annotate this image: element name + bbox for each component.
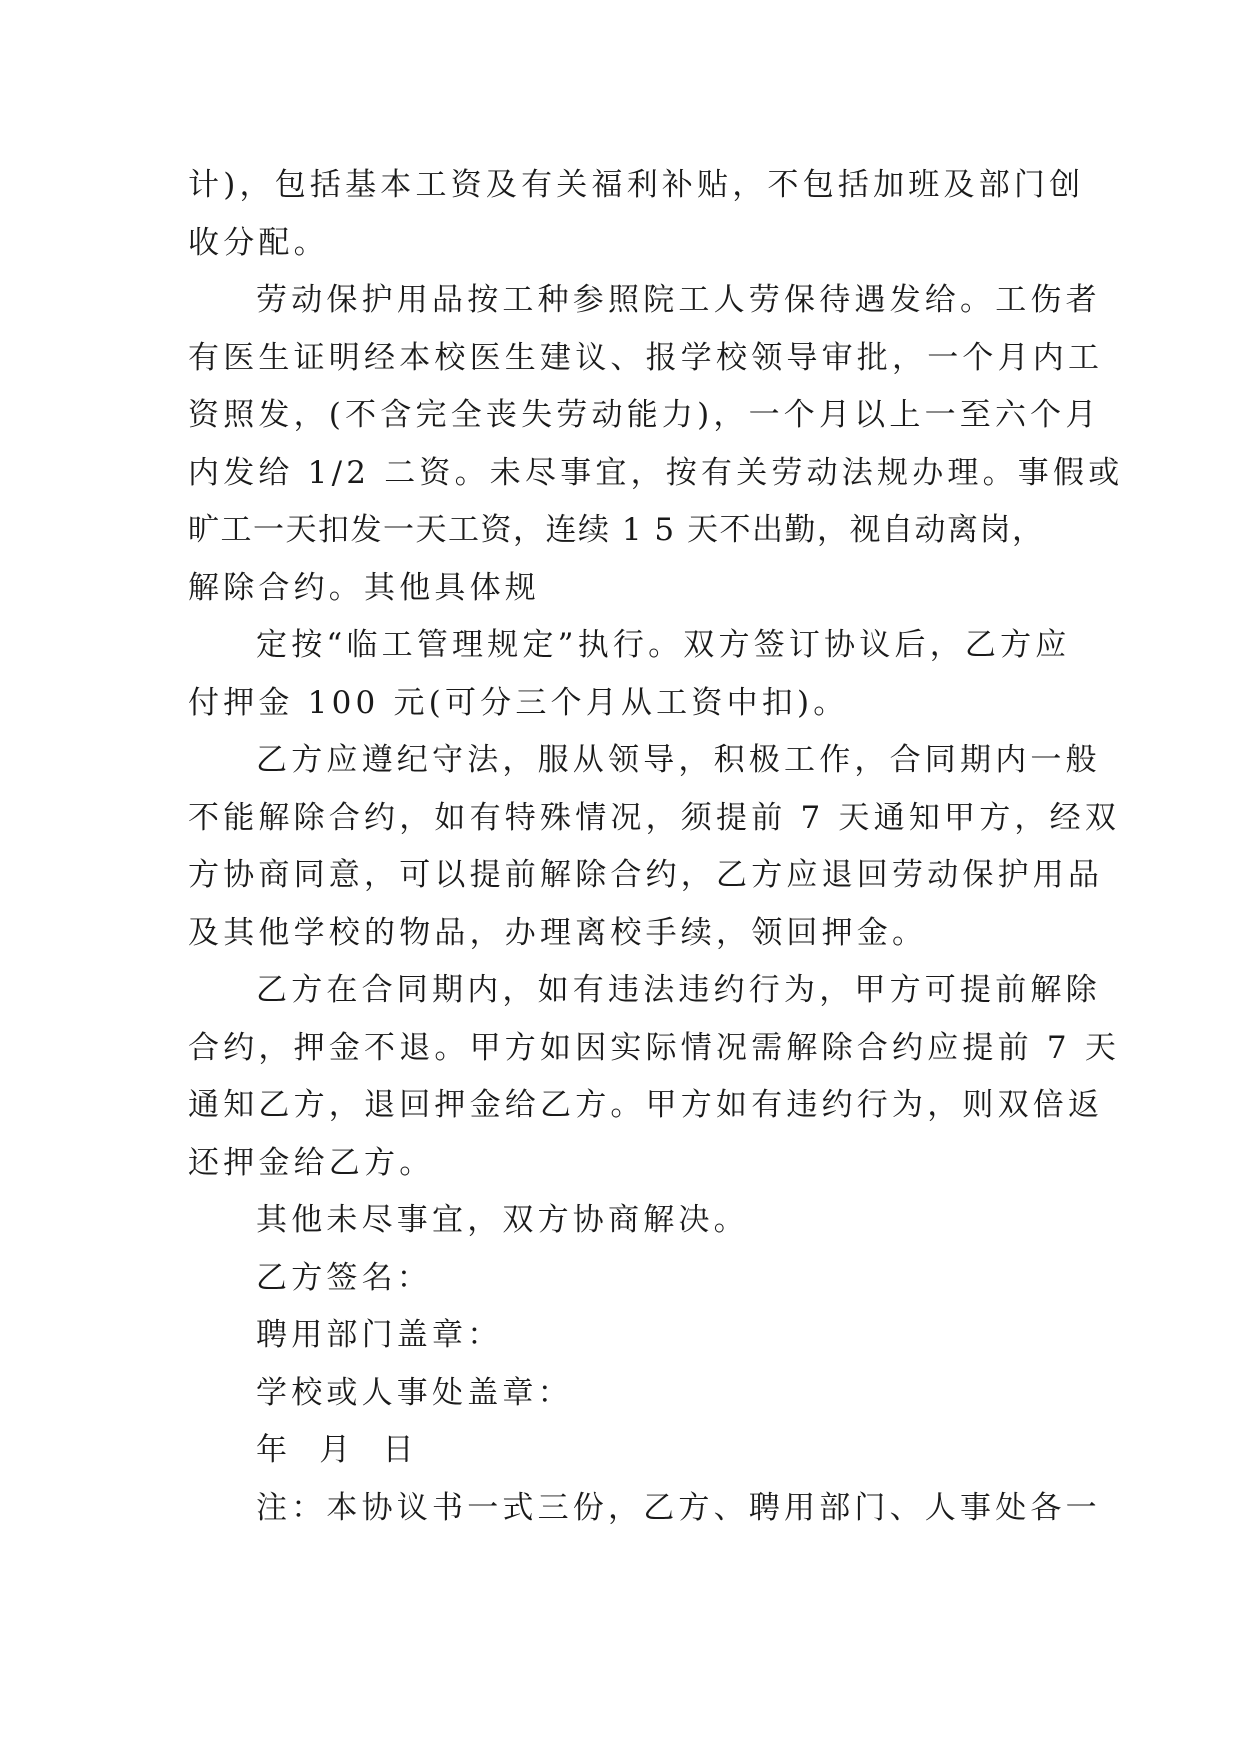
paragraph-start-line: 乙方在合同期内，如有违法违约行为，甲方可提前解除 <box>256 972 1101 1008</box>
text-line: 收分配。 <box>188 224 329 261</box>
text-line: 还押金给乙方。 <box>188 1144 435 1181</box>
document-body <box>188 157 1124 1537</box>
date-line: 年 月 日 <box>256 1432 418 1468</box>
paragraph-start-line: 劳动保护用品按工种参照院工人劳保待遇发给。工伤者 <box>256 282 1101 318</box>
paragraph-start-line: 乙方应遵纪守法，服从领导，积极工作，合同期内一般 <box>256 742 1101 778</box>
paragraph-start-line: 定按“临工管理规定”执行。双方签订协议后，乙方应 <box>256 627 1071 663</box>
text-line: 内发给 1/2 二资。未尽事宜，按有关劳动法规办理。事假或 <box>188 454 1124 491</box>
text-line: 旷工一天扣发一天工资，连续 1 5 天不出勤，视自动离岗， <box>188 512 1045 548</box>
party-b-signature-label: 乙方签名： <box>256 1259 432 1296</box>
text-line: 付押金 100 元(可分三个月从工资中扣)。 <box>188 684 849 721</box>
text-line: 通知乙方，退回押金给乙方。甲方如有违约行为，则双倍返 <box>188 1087 1104 1123</box>
text-line: 资照发，(不含完全丧失劳动能力)，一个月以上一至六个月 <box>188 397 1101 433</box>
text-line: 解除合约。其他具体规 <box>188 569 540 606</box>
text-line: 有医生证明经本校医生建议、报学校领导审批，一个月内工 <box>188 339 1104 376</box>
text-line: 合约，押金不退。甲方如因实际情况需解除合约应提前 7 天 <box>188 1029 1121 1066</box>
school-hr-seal-label: 学校或人事处盖章： <box>256 1374 573 1411</box>
hiring-department-seal-label: 聘用部门盖章： <box>256 1317 503 1353</box>
note-line: 注：本协议书一式三份，乙方、聘用部门、人事处各一 <box>256 1489 1101 1526</box>
text-line: 计)，包括基本工资及有关福利补贴，不包括加班及部门创 <box>188 167 1085 203</box>
text-line: 不能解除合约，如有特殊情况，须提前 7 天通知甲方，经双 <box>188 799 1121 836</box>
closing-note-line: 其他未尽事宜，双方协商解决。 <box>256 1202 749 1238</box>
text-line: 方协商同意，可以提前解除合约，乙方应退回劳动保护用品 <box>188 857 1104 893</box>
text-line: 及其他学校的物品，办理离校手续，领回押金。 <box>188 914 928 951</box>
